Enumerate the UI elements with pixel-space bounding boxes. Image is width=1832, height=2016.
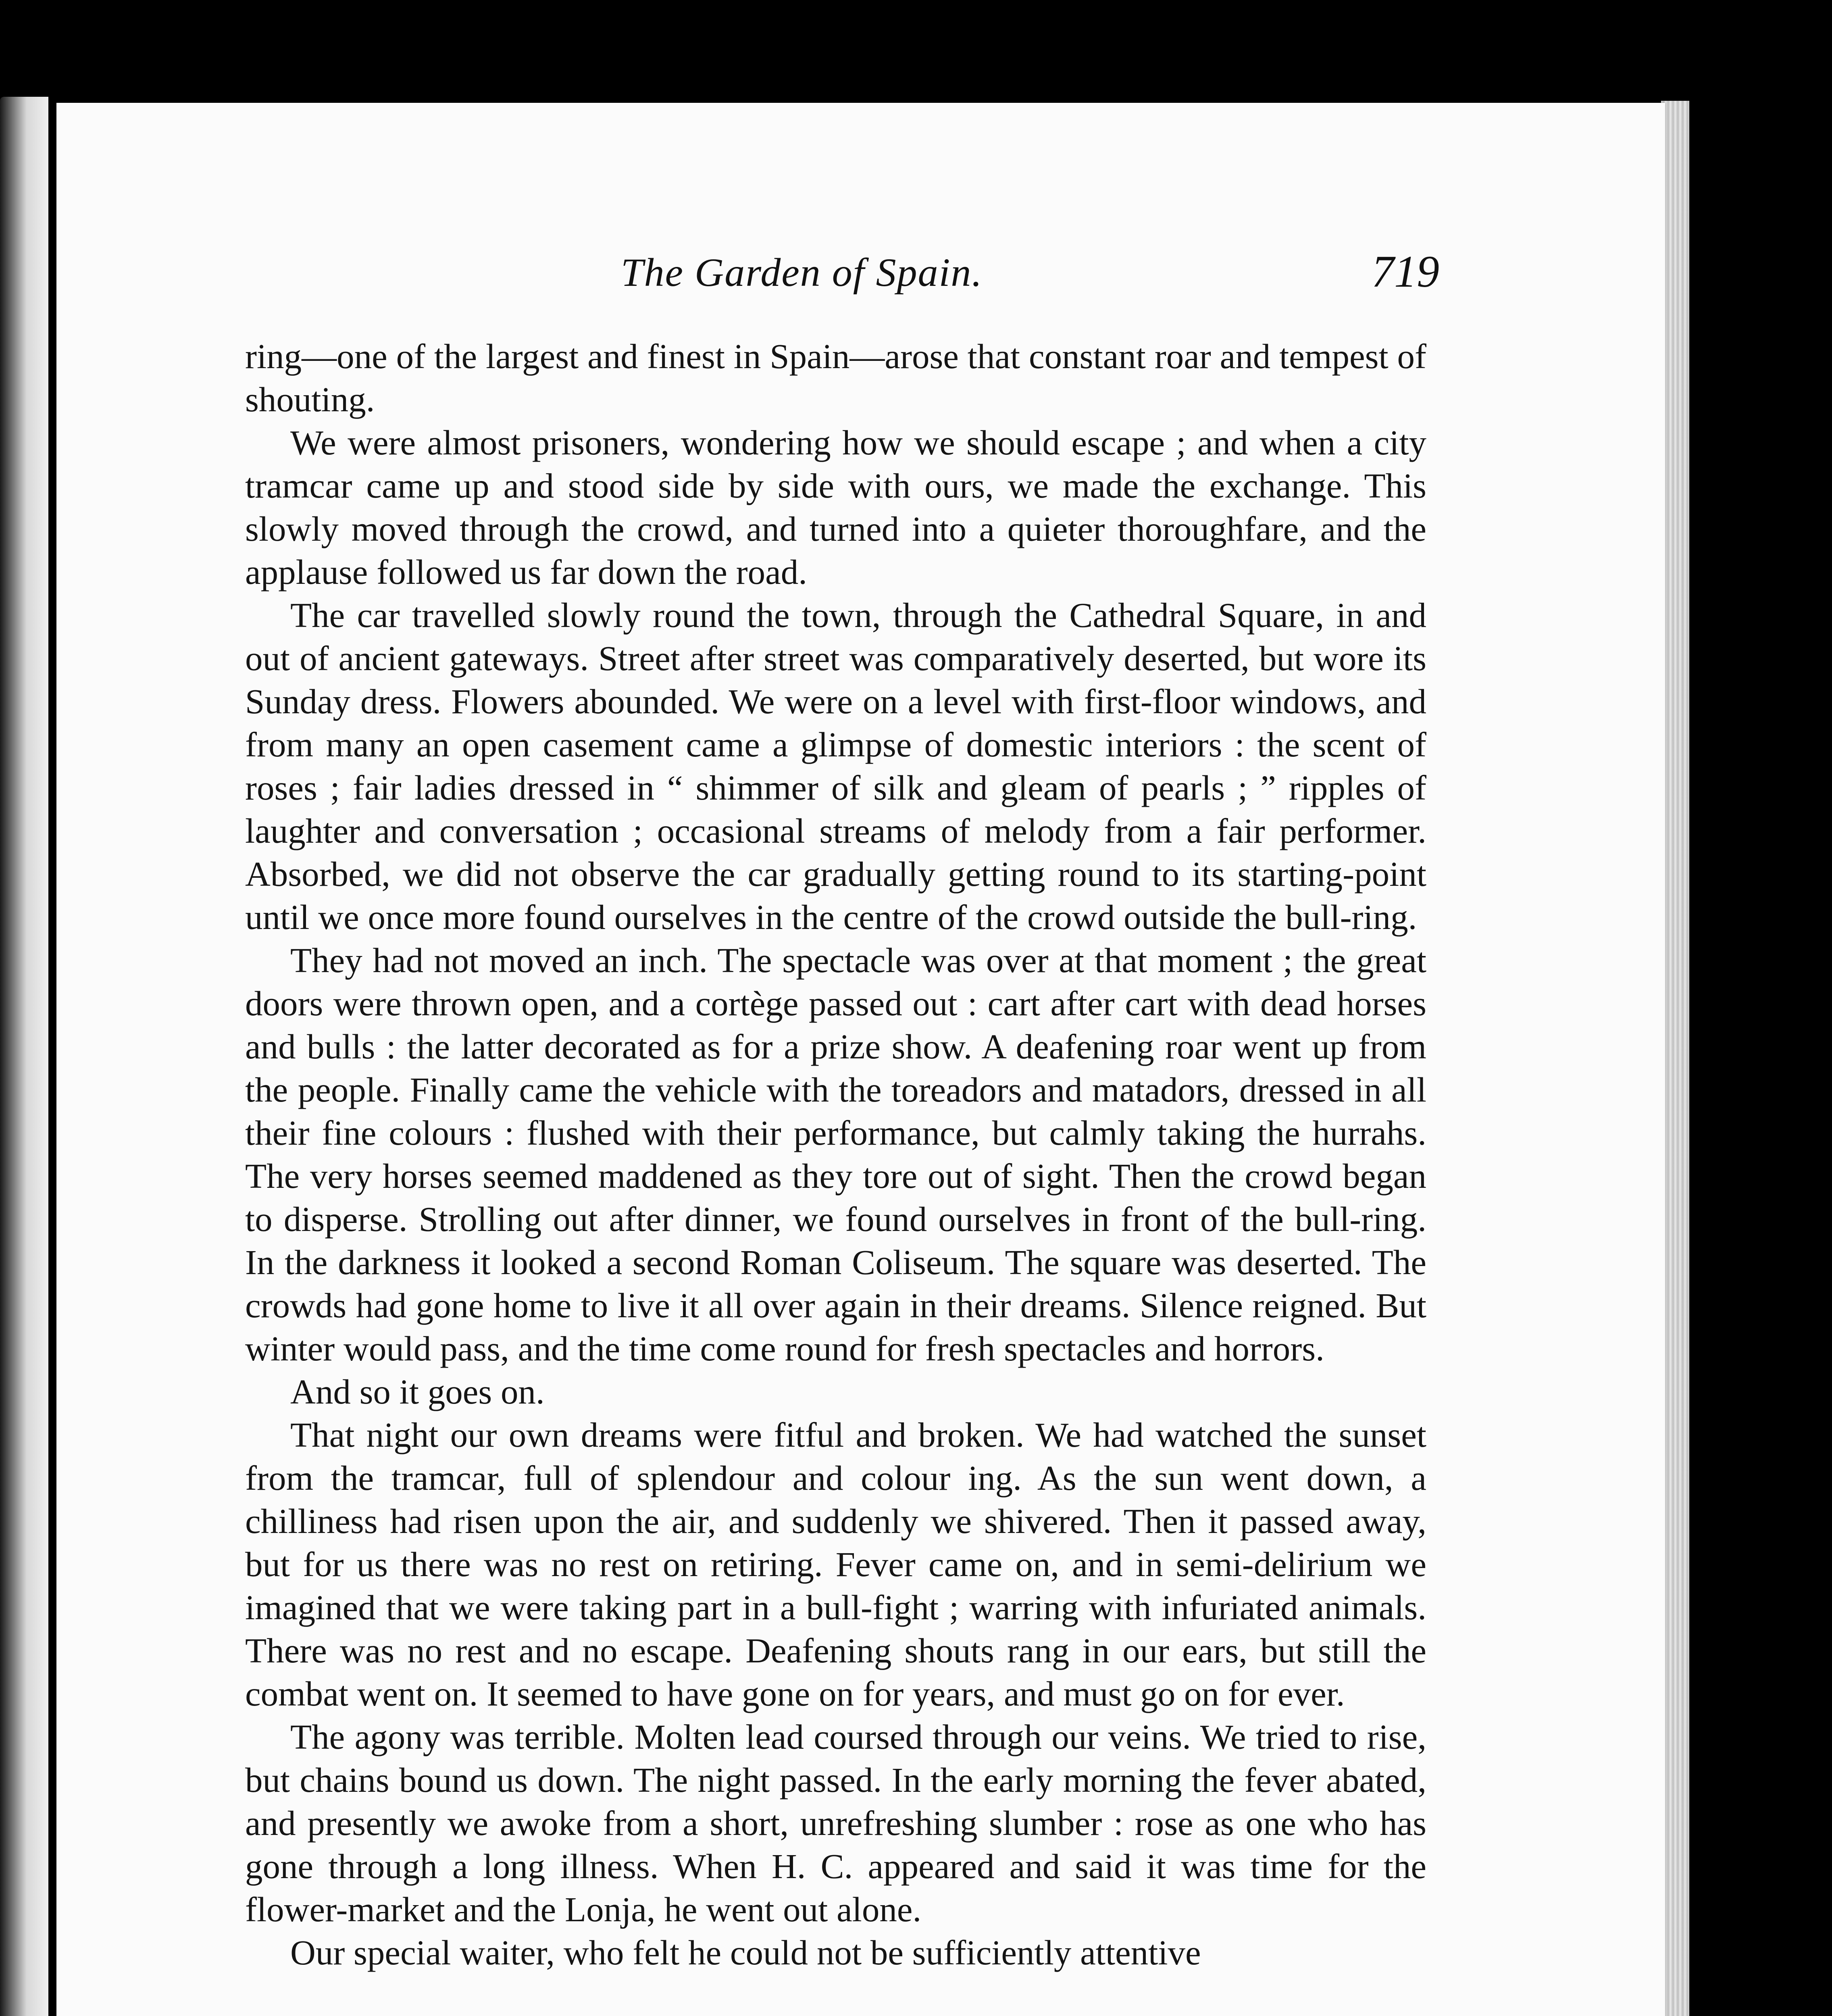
paragraph-2: We were almost prisoners, wondering how we should escape ; and when a city tramcar came up and stood side by side with ours, we made the exchange. This slowly moved through the crowd, and turned into a quieter thoroughfare, and the applause followed us far down the road. <box>245 423 1426 591</box>
paragraph-7: The agony was terrible. Molten lead coursed through our veins. We tried to rise, but chains bound us down. The night passed. In the early morning the fever abated, and presently we awoke from a short, unrefreshing slumber : rose as one who has gone through a long illness. When H. C. appeared and said it was time for the flower-market and the Lonja, he went out alone. <box>245 1717 1426 1929</box>
paragraph-8: Our special waiter, who felt he could not be sufficiently attentive <box>290 1933 1201 1972</box>
paragraph-5: And so it goes on. <box>290 1372 545 1411</box>
previous-page-edge <box>0 97 48 2016</box>
paragraph-1: ring—one of the largest and finest in Spain—arose that constant roar and tempest of shouting. <box>245 337 1426 419</box>
page-number: 719 <box>1372 247 1439 297</box>
running-header <box>621 242 1439 314</box>
paragraph-3: The car travelled slowly round the town, through the Cathedral Square, in and out of ancient gateways. Street after street was comparatively deserted, but wore its Sunday dress. Flowers abounded. We were on a level with first-floor windows, and from many an open casement came a glimpse of domestic interiors : the scent of roses ; fair ladies dressed in “ shimmer of silk and gleam of pearls ; ” ripples of laughter and conversation ; occasional streams of melody from a fair performer. Absorbed, we did not observe the car gradually getting round to its starting-point until we once more found ourselves in the centre of the crowd outside the bull-ring. <box>245 596 1426 937</box>
paragraph-4: They had not moved an inch. The spectacle was over at that moment ; the great doors were thrown open, and a cortège passed out : cart after cart with dead horses and bulls : the latter decorated as for a prize show. A deafening roar went up from the people. Finally came the vehicle with the toreadors and matadors, dressed in all their fine colours : flushed with their performance, but calmly taking the hurrahs. The very horses seemed maddened as they tore out of sight. Then the crowd began to disperse. Strolling out after dinner, we found ourselves in front of the bull-ring. In the darkness it looked a second Roman Coliseum. The square was deserted. The crowds had gone home to live it all over again in their dreams. Silence reigned. But winter would pass, and the time come round for fresh spectacles and horrors. <box>245 941 1426 1368</box>
paragraph-6: That night our own dreams were fitful and broken. We had watched the sunset from the tramcar, full of splendour and colour ing. As the sun went down, a chilliness had risen upon the air, and suddenly we shivered. Then it passed away, but for us there was no rest on retiring. Fever came on, and in semi-delirium we imagined that we were taking part in a bull-fight ; warring with infuriated animals. There was no rest and no escape. Deafening shouts rang in our ears, but still the combat went on. It seemed to have gone on for years, and must go on for ever. <box>245 1415 1426 1713</box>
running-title: The Garden of Spain. <box>621 250 983 295</box>
body-text <box>245 335 1426 1974</box>
page-stack-edge <box>1661 101 1689 2016</box>
